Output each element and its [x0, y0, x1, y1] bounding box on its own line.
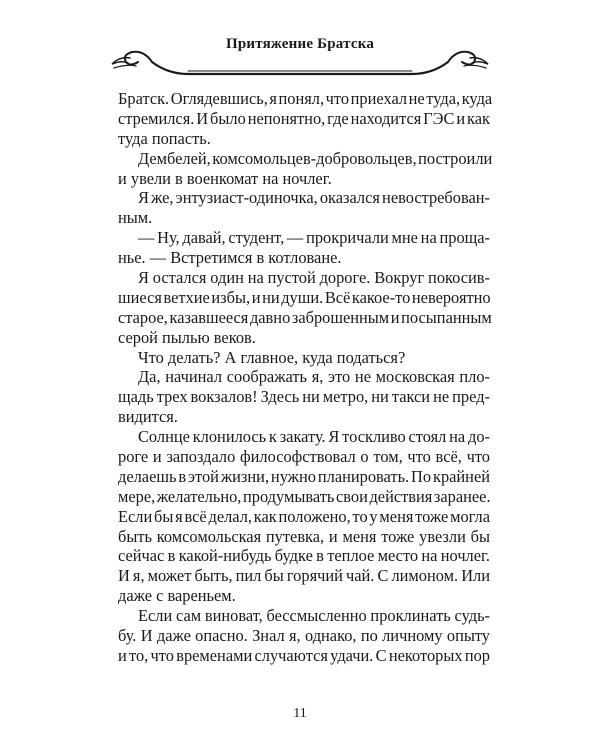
- text-line-row: [118, 268, 490, 288]
- text-line-row: [118, 546, 490, 566]
- text-line: сейчас в какой-нибудь будке в теплое место на ночлег.: [118, 546, 490, 566]
- text-line-row: [118, 367, 490, 387]
- text-line: ным.: [118, 208, 153, 228]
- text-line-row: [118, 566, 490, 586]
- text-line-row: [118, 148, 493, 169]
- text-line-row: [118, 646, 490, 666]
- text-line: роге и запоздало философствовал о том, что всё, что: [118, 447, 490, 467]
- text-line-row: [118, 348, 490, 368]
- text-line: стремился. И было непонятно, где находится ГЭС и как: [118, 108, 490, 128]
- text-line-row: [118, 586, 490, 606]
- text-line-row: [118, 467, 490, 487]
- text-line-row: [118, 507, 490, 527]
- text-line: делаешь в этой жизни, нужно планировать. По крайней: [118, 466, 490, 486]
- text-line: Если бы я всё делал, как положено, то у меня тоже могла: [118, 506, 490, 526]
- text-line-row: [118, 129, 490, 149]
- text-line-row: [118, 109, 490, 129]
- text-line-row: [118, 308, 490, 328]
- text-line: Дембелей, комсомольцев-добровольцев, построили: [138, 148, 493, 168]
- text-line-row: [118, 427, 490, 447]
- text-line-row: [118, 407, 490, 427]
- text-line: Я же, энтузиаст-одиночка, оказался невостребован-: [138, 188, 490, 208]
- body-text: [118, 89, 493, 666]
- text-line-row: [118, 288, 490, 308]
- text-line-row: [118, 328, 490, 348]
- text-line: и то, что временами случаются удачи. С некоторых пор: [118, 645, 490, 665]
- text-line: — Ну, давай, студент, — прокричали мне на проща-: [138, 228, 490, 248]
- text-line: мере, желательно, продумывать свои действия заранее.: [118, 486, 491, 506]
- page-number: 11: [293, 706, 307, 721]
- text-line-row: [118, 89, 493, 109]
- text-line-row: [118, 228, 490, 248]
- text-line: нье. — Встретимся в котловане.: [118, 248, 342, 268]
- text-line: Солнце клонилось к закату. Я тоскливо стоял на до-: [138, 427, 490, 447]
- chapter-title: Притяжение Братска: [225, 36, 375, 52]
- text-line: Братск. Оглядевшись, я понял, что приехал не туда, куда: [118, 89, 493, 108]
- text-line-row: [118, 527, 490, 547]
- text-line: туда попасть.: [118, 128, 211, 148]
- text-line: и увели в военкомат на ночлег.: [118, 168, 332, 188]
- text-line: быть комсомольская путевка, и меня тоже увезли бы: [118, 526, 490, 546]
- text-line-row: [118, 606, 490, 626]
- running-header: [100, 30, 500, 80]
- text-line: шиеся ветхие избы, и ни души. Всё какое-то невероятно: [118, 287, 491, 307]
- text-line-row: [118, 626, 490, 646]
- text-line-row: [118, 169, 490, 189]
- text-line: Я остался один на пустой дороге. Вокруг покосив-: [138, 268, 490, 288]
- text-line-row: [118, 248, 490, 268]
- text-line-row: [118, 188, 490, 208]
- text-line: Да, начинал соображать я, это не московская пло-: [138, 367, 490, 387]
- text-line: Если сам виноват, бессмысленно проклинать судь-: [138, 606, 490, 626]
- text-line-row: [118, 208, 490, 228]
- text-line: серой пылью веков.: [118, 327, 256, 347]
- text-line-row: [118, 387, 490, 407]
- text-line-row: [118, 487, 490, 507]
- text-line-row: [118, 447, 490, 467]
- text-line: И я, может быть, пил бы горячий чай. С лимоном. Или: [118, 566, 490, 586]
- text-line: старое, казавшееся давно заброшенным и посыпанным: [118, 307, 492, 327]
- text-line: даже с вареньем.: [118, 586, 236, 606]
- text-line: видится.: [118, 407, 178, 427]
- text-line: Что делать? А главное, куда податься?: [138, 347, 406, 367]
- text-line: бу. И даже опасно. Знал я, однако, по личному опыту: [118, 626, 490, 646]
- text-line: щадь трех вокзалов! Здесь ни метро, ни такси не пред-: [118, 387, 490, 407]
